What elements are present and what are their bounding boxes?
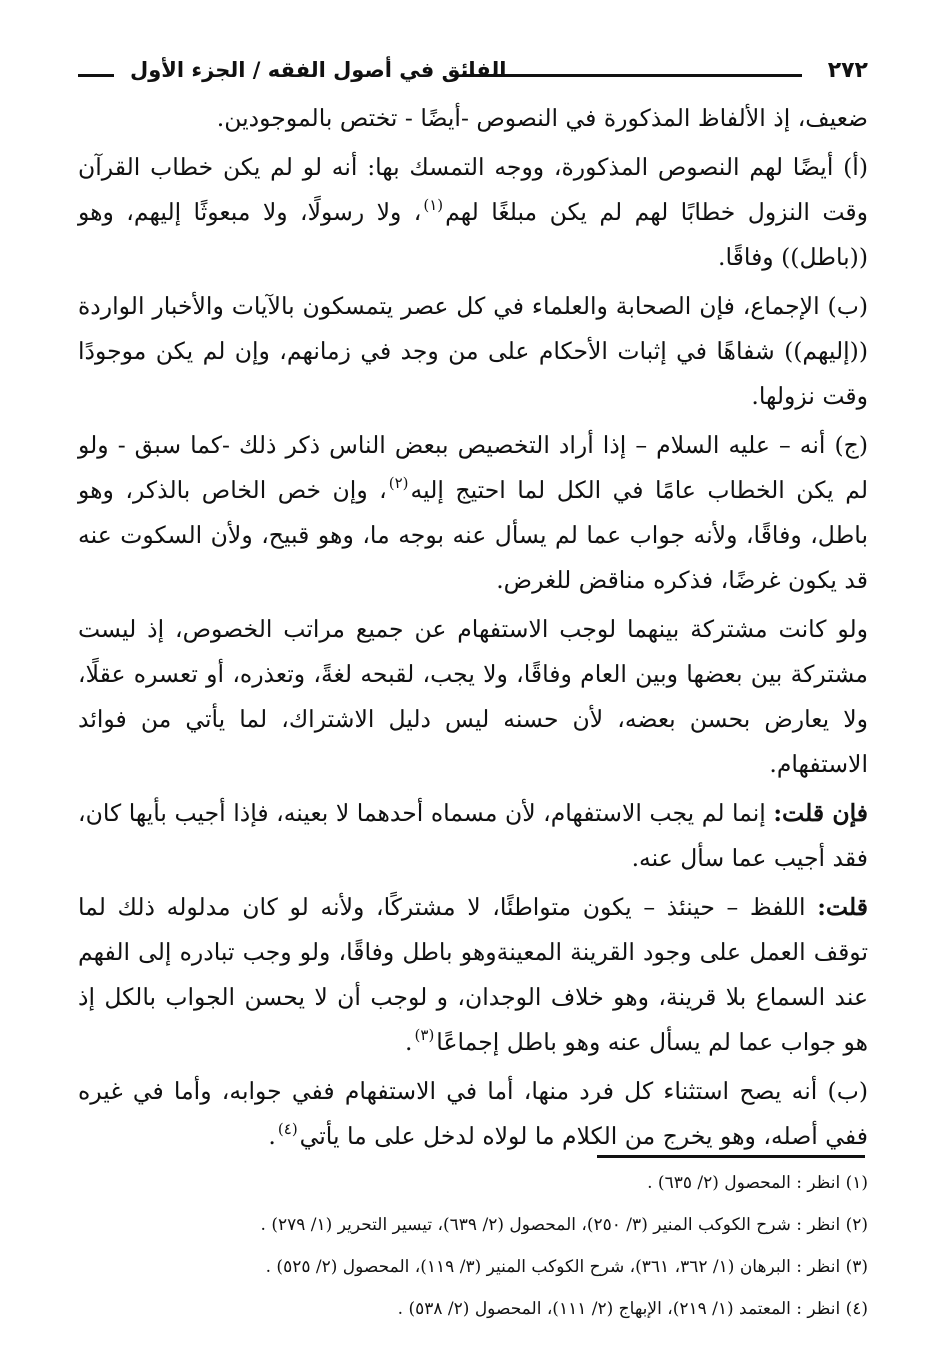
footnote-separator [597, 1155, 865, 1158]
paragraph-text: (ج) أنه – عليه السلام – إذا أراد التخصيص ببعض الناس ذكر ذلك -كما سبق - ولو لم يكن الخطاب عامًا في الكل لما احتيج إليه [78, 431, 868, 504]
running-title: الفائق في أصول الفقه / الجزء الأول [130, 58, 507, 82]
paragraph-text: (ب) أنه يصح استثناء كل فرد منها، أما في الاستفهام ففي جوابه، وأما في غيره ففي أصله، وهو يخرج من الكلام ما لولاه لدخل على ما يأتي [78, 1077, 868, 1150]
footnote: (١) انظر : المحصول (٢/ ٦٣٥) . [647, 1173, 868, 1193]
page-header [78, 56, 868, 92]
header-rule-end [78, 74, 114, 77]
main-text [78, 96, 868, 1163]
paragraph [78, 1069, 868, 1159]
paragraph [78, 284, 868, 419]
footnote-marker: (٢) [388, 474, 409, 492]
footnote: (٤) انظر : المعتمد (١/ ٢١٩)، الإبهاج (٢/ ١١١)، المحصول (٢/ ٥٣٨) . [397, 1299, 868, 1319]
paragraph-text-continued: ، ولا رسولًا، ولا مبعوثًا إليهم، وهو ((باطل)) وفاقًا. [78, 198, 868, 271]
paragraph-text-continued: . [268, 1122, 276, 1150]
paragraph-label: فإن قلت: [773, 799, 868, 827]
paragraph-text: (ب) الإجماع، فإن الصحابة والعلماء في كل عصر يتمسكون بالآيات والأخبار الواردة ((إليهم)) شفاهًا في إثبات الأحكام على من وجد في زمانهم، وإن لم يكن موجودًا وقت نزولها. [78, 292, 868, 410]
paragraph [78, 885, 868, 1065]
footnote: (٣) انظر : البرهان (١/ ٣٦٢، ٣٦١)، شرح الكوكب المنير (٣/ ١١٩)، المحصول (٢/ ٥٢٥) . [265, 1257, 868, 1277]
paragraph-text: اللفظ – حينئذ – يكون متواطئًا، لا مشتركًا، ولأنه لو كان مدلوله ذلك لما توقف العمل على وجود القرينة المعينةوهو باطل وفاقًا، ولو وجب تبادره إلى الفهم عند السماع بلا قرينة، وهو خلاف الوجدان، و لوجب أن لا يحسن الجواب بالكل إذ هو جواب عما لم يسأل عنه وهو باطل إجماعًا [78, 893, 868, 1056]
paragraph-text: ولو كانت مشتركة بينهما لوجب الاستفهام عن جميع مراتب الخصوص، إذ ليست مشتركة بين بعضها وبين العام وفاقًا، ولا يجب، لقبحه لغةً، وتعذره، أو تعسره عقلًا، ولا يعارض بحسن بعضه، لأن حسنه ليس دليل الاشتراك، لما يأتي من فوائد الاستفهام. [78, 615, 868, 778]
paragraph-text-continued: . [405, 1028, 413, 1056]
paragraph-text: إنما لم يجب الاستفهام، لأن مسماه أحدهما لا بعينه، فإذا أجيب بأيها كان، فقد أجيب عما سأل عنه. [78, 799, 868, 872]
footnote-marker: (٣) [414, 1026, 435, 1044]
footnotes [78, 1162, 868, 1330]
header-rule [462, 74, 802, 77]
paragraph [78, 791, 868, 881]
paragraph-text: ضعيف، إذ الألفاظ المذكورة في النصوص -أيضًا - تختص بالموجودين. [216, 104, 868, 132]
paragraph-text-continued: ، وإن خص الخاص بالذكر، وهو باطل، وفاقًا، ولأنه جواب عما لم يسأل عنه بوجه ما، وهو قبيح، ولأن السكوت عنه قد يكون غرضًا، فذكره مناقض للغرض. [78, 476, 868, 594]
paragraph-label: قلت: [817, 893, 868, 921]
paragraph [78, 145, 868, 280]
footnote-marker: (١) [423, 196, 444, 214]
footnote: (٢) انظر : شرح الكوكب المنير (٣/ ٢٥٠)، المحصول (٢/ ٦٣٩)، تيسير التحرير (١/ ٢٧٩) . [260, 1215, 868, 1235]
page-number: ٢٧٢ [827, 58, 868, 83]
paragraph [78, 607, 868, 787]
footnote-marker: (٤) [277, 1120, 298, 1138]
paragraph [78, 423, 868, 603]
paragraph [78, 96, 868, 141]
paragraph-text: (أ) أيضًا لهم النصوص المذكورة، ووجه التمسك بها: أنه لو لم يكن خطاب القرآن وقت النزول خطابًا لهم لم يكن مبلغًا لهم [78, 153, 868, 226]
